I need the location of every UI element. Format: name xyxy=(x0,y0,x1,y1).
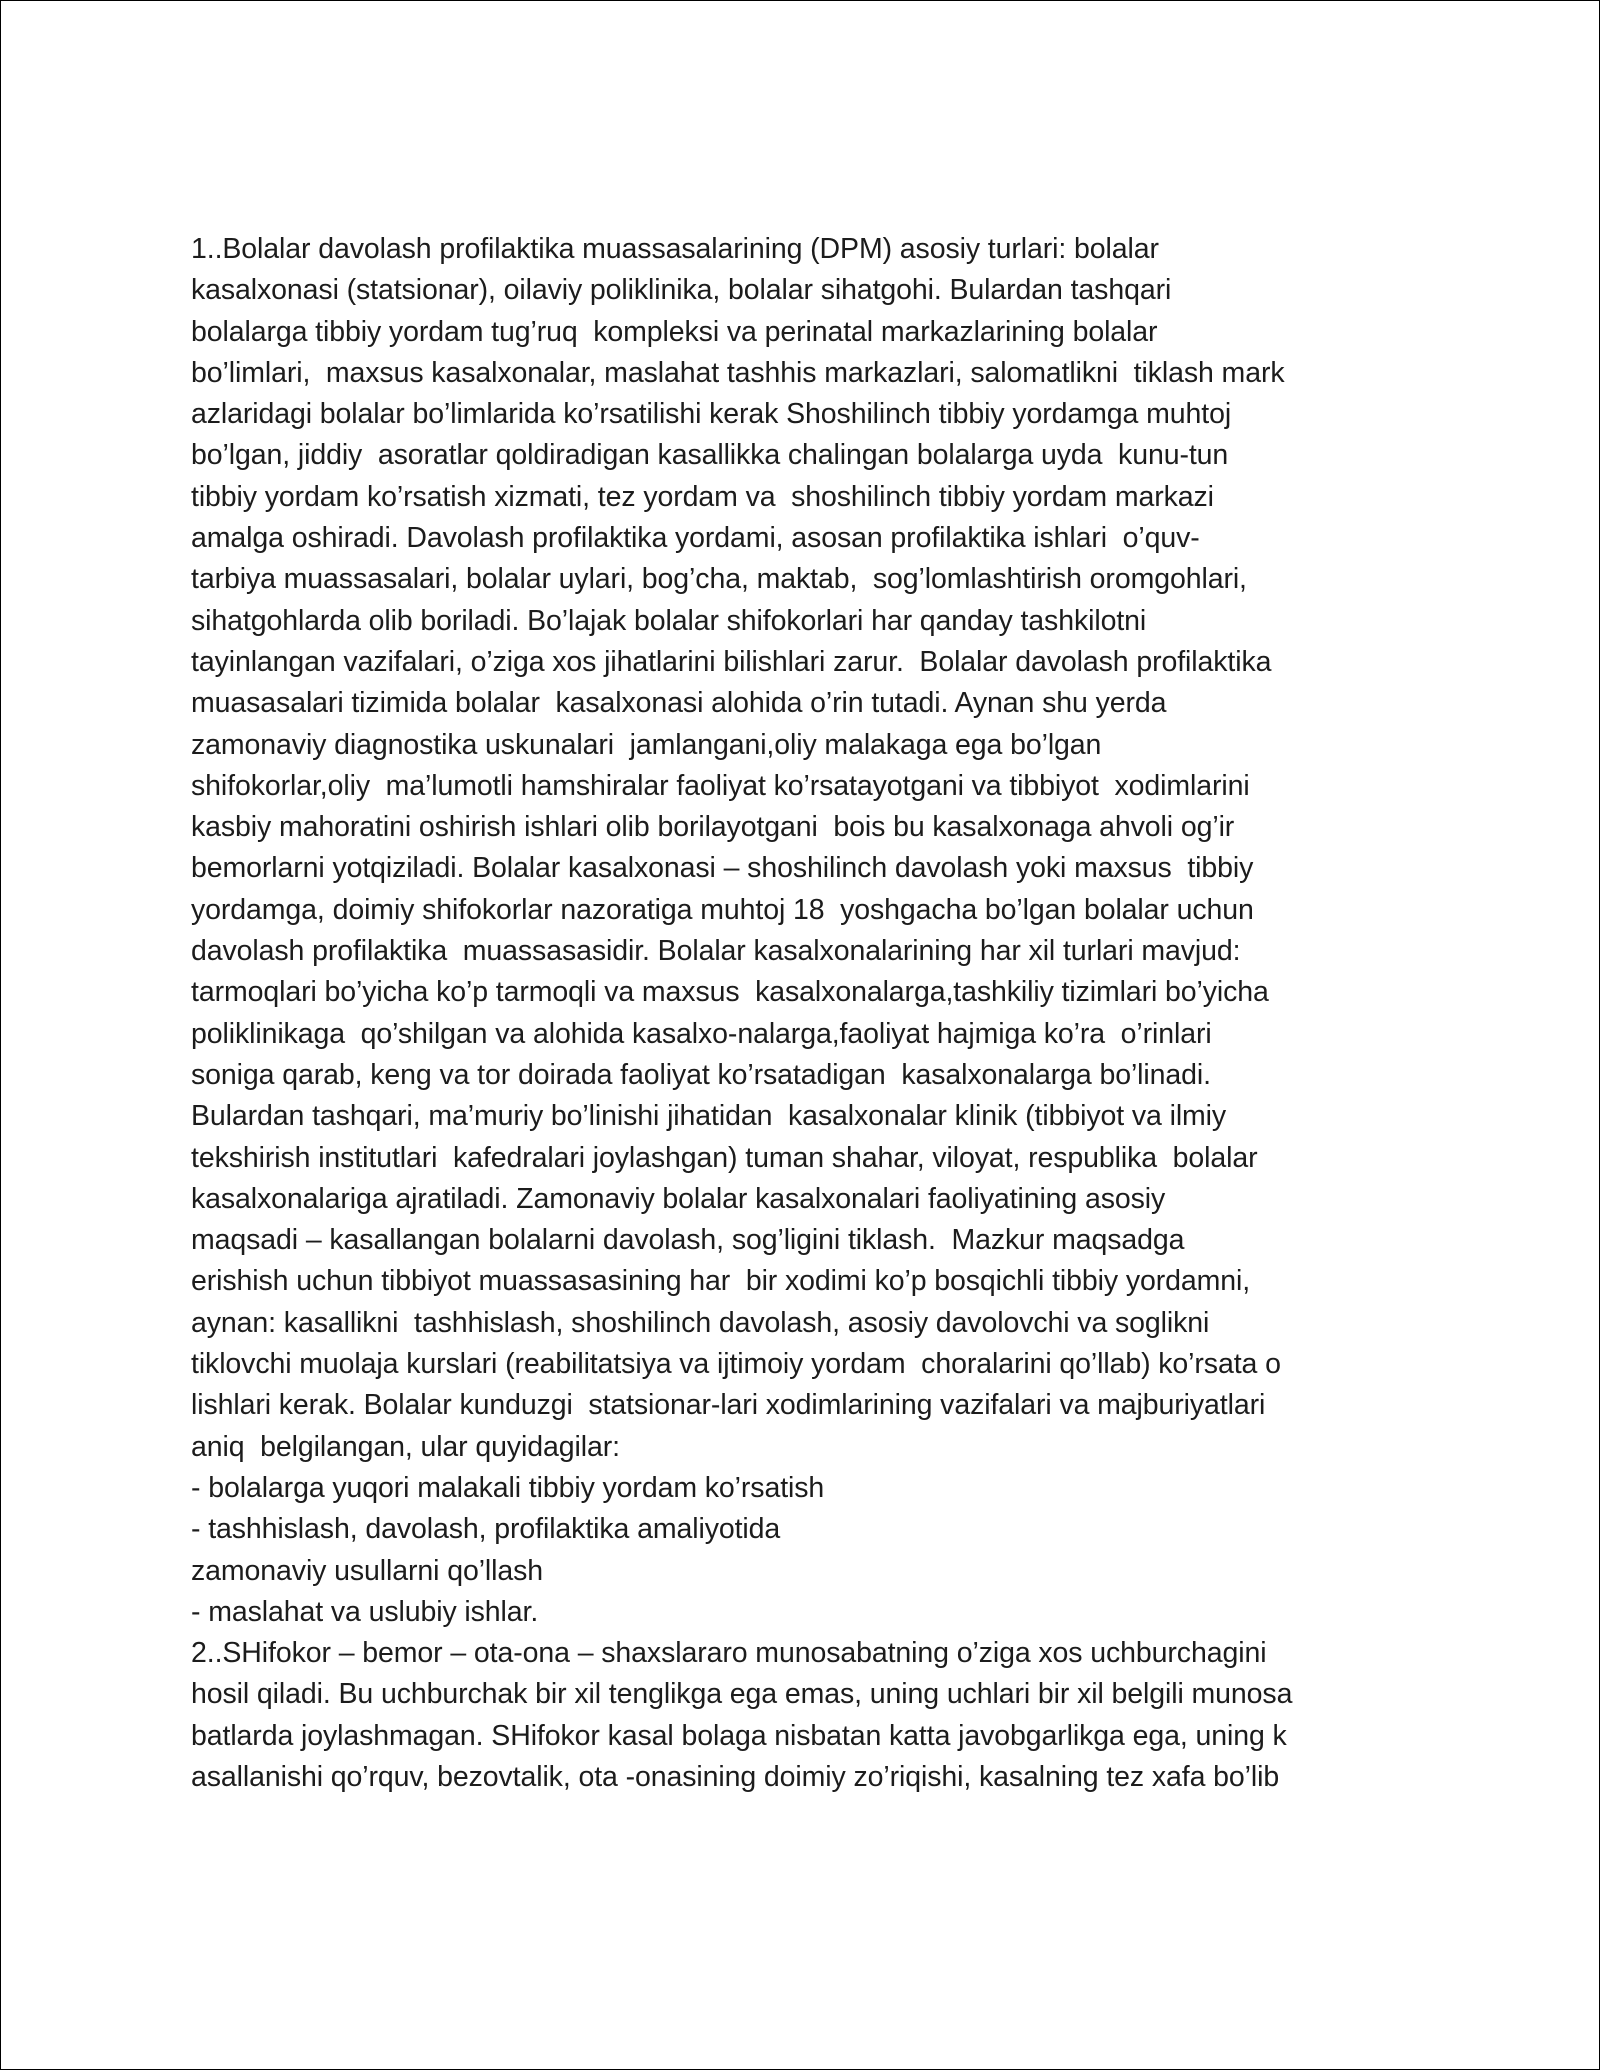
text-line: sihatgohlarda olib boriladi. Bo’lajak bolalar shifokorlari har qanday tashkilotni xyxy=(191,604,1147,637)
text-line: bemorlarni yotqiziladi. Bolalar kasalxonasi – shoshilinch davolash yoki maxsus tibbiy xyxy=(191,852,1254,885)
text-line: hosil qiladi. Bu uchburchak bir xil tenglikga ega emas, uning uchlari bir xil belgili munosa xyxy=(191,1678,1293,1711)
text-line: zamonaviy usullarni qo’llash xyxy=(191,1554,544,1587)
text-line: - tashhislash, davolash, profilaktika amaliyotida xyxy=(191,1513,781,1546)
text-line: bo’lgan, jiddiy asoratlar qoldiradigan kasallikka chalingan bolalarga uyda kunu-tun xyxy=(191,439,1229,472)
text-line: maqsadi – kasallangan bolalarni davolash, sog’ligini tiklash. Mazkur maqsadga xyxy=(191,1224,1185,1257)
text-line: soniga qarab, keng va tor doirada faoliyat ko’rsatadigan kasalxonalarga bo’linadi. xyxy=(191,1058,1211,1091)
text-line: yordamga, doimiy shifokorlar nazoratiga muhtoj 18 yoshgacha bo’lgan bolalar uchun xyxy=(191,893,1254,926)
document-body xyxy=(191,229,1491,1798)
text-line: tarbiya muassasalari, bolalar uylari, bog’cha, maktab, sog’lomlashtirish oromgohlari, xyxy=(191,563,1247,596)
text-line: batlarda joylashmagan. SHifokor kasal bolaga nisbatan katta javobgarlikga ega, uning k xyxy=(191,1719,1287,1752)
text-line: azlaridagi bolalar bo’limlarida ko’rsatilishi kerak Shoshilinch tibbiy yordamga muhtoj xyxy=(191,398,1232,431)
text-line: - bolalarga yuqori malakali tibbiy yordam ko’rsatish xyxy=(191,1471,825,1504)
text-line: aniq belgilangan, ular quyidagilar: xyxy=(191,1430,620,1463)
text-line: shifokorlar,oliy ma’lumotli hamshiralar faoliyat ko’rsatayotgani va tibbiyot xodimlarini xyxy=(191,769,1250,802)
text-line: - maslahat va uslubiy ishlar. xyxy=(191,1595,539,1628)
text-line: aynan: kasallikni tashhislash, shoshilinch davolash, asosiy davolovchi va soglikni xyxy=(191,1306,1210,1339)
text-line: davolash profilaktika muassasasidir. Bolalar kasalxonalarining har xil turlari mavjud: xyxy=(191,935,1241,968)
text-line: kasalxonalariga ajratiladi. Zamonaviy bolalar kasalxonalari faoliyatining asosiy xyxy=(191,1182,1166,1215)
text-line: kasalxonasi (statsionar), oilaviy poliklinika, bolalar sihatgohi. Bulardan tashqari xyxy=(191,274,1172,307)
text-line: tayinlangan vazifalari, o’ziga xos jihatlarini bilishlari zarur. Bolalar davolash profilaktika xyxy=(191,645,1272,678)
text-line: tekshirish institutlari kafedralari joylashgan) tuman shahar, viloyat, respublika bolalar xyxy=(191,1141,1258,1174)
text-line: tiklovchi muolaja kurslari (reabilitatsiya va ijtimoiy yordam choralarini qo’llab) ko’rsata o xyxy=(191,1348,1281,1381)
text-line: zamonaviy diagnostika uskunalari jamlangani,oliy malakaga ega bo’lgan xyxy=(191,728,1102,761)
text-line: asallanishi qo’rquv, bezovtalik, ota -onasining doimiy zo’riqishi, kasalning tez xafa bo’lib xyxy=(191,1760,1280,1793)
text-line: bolalarga tibbiy yordam tug’ruq kompleksi va perinatal markazlarining bolalar xyxy=(191,315,1158,348)
text-line: tarmoqlari bo’yicha ko’p tarmoqli va maxsus kasalxonalarga,tashkiliy tizimlari bo’yicha xyxy=(191,976,1269,1009)
text-line: lishlari kerak. Bolalar kunduzgi statsionar-lari xodimlarining vazifalari va majburiyatlari xyxy=(191,1389,1266,1422)
text-line: 1..Bolalar davolash profilaktika muassasalarining (DPM) asosiy turlari: bolalar xyxy=(191,233,1159,265)
text-line: muasasalari tizimida bolalar kasalxonasi alohida o’rin tutadi. Aynan shu yerda xyxy=(191,687,1167,720)
text-line: bo’limlari, maxsus kasalxonalar, maslahat tashhis markazlari, salomatlikni tiklash mark xyxy=(191,356,1285,389)
text-line: kasbiy mahoratini oshirish ishlari olib borilayotgani bois bu kasalxonaga ahvoli og’ir xyxy=(191,811,1235,844)
text-line: poliklinikaga qo’shilgan va alohida kasalxo-nalarga,faoliyat hajmiga ko’ra o’rinlari xyxy=(191,1017,1212,1050)
text-line: tibbiy yordam ko’rsatish xizmati, tez yordam va shoshilinch tibbiy yordam markazi xyxy=(191,480,1214,513)
text-line: 2..SHifokor – bemor – ota-ona – shaxslararo munosabatning o’ziga xos uchburchagini xyxy=(191,1637,1267,1670)
text-line: Bulardan tashqari, ma’muriy bo’linishi jihatidan kasalxonalar klinik (tibbiyot va ilmiy xyxy=(191,1100,1227,1133)
text-line: erishish uchun tibbiyot muassasasining har bir xodimi ko’p bosqichli tibbiy yordamni, xyxy=(191,1265,1251,1298)
text-line: amalga oshiradi. Davolash profilaktika yordami, asosan profilaktika ishlari o’quv- xyxy=(191,522,1200,555)
